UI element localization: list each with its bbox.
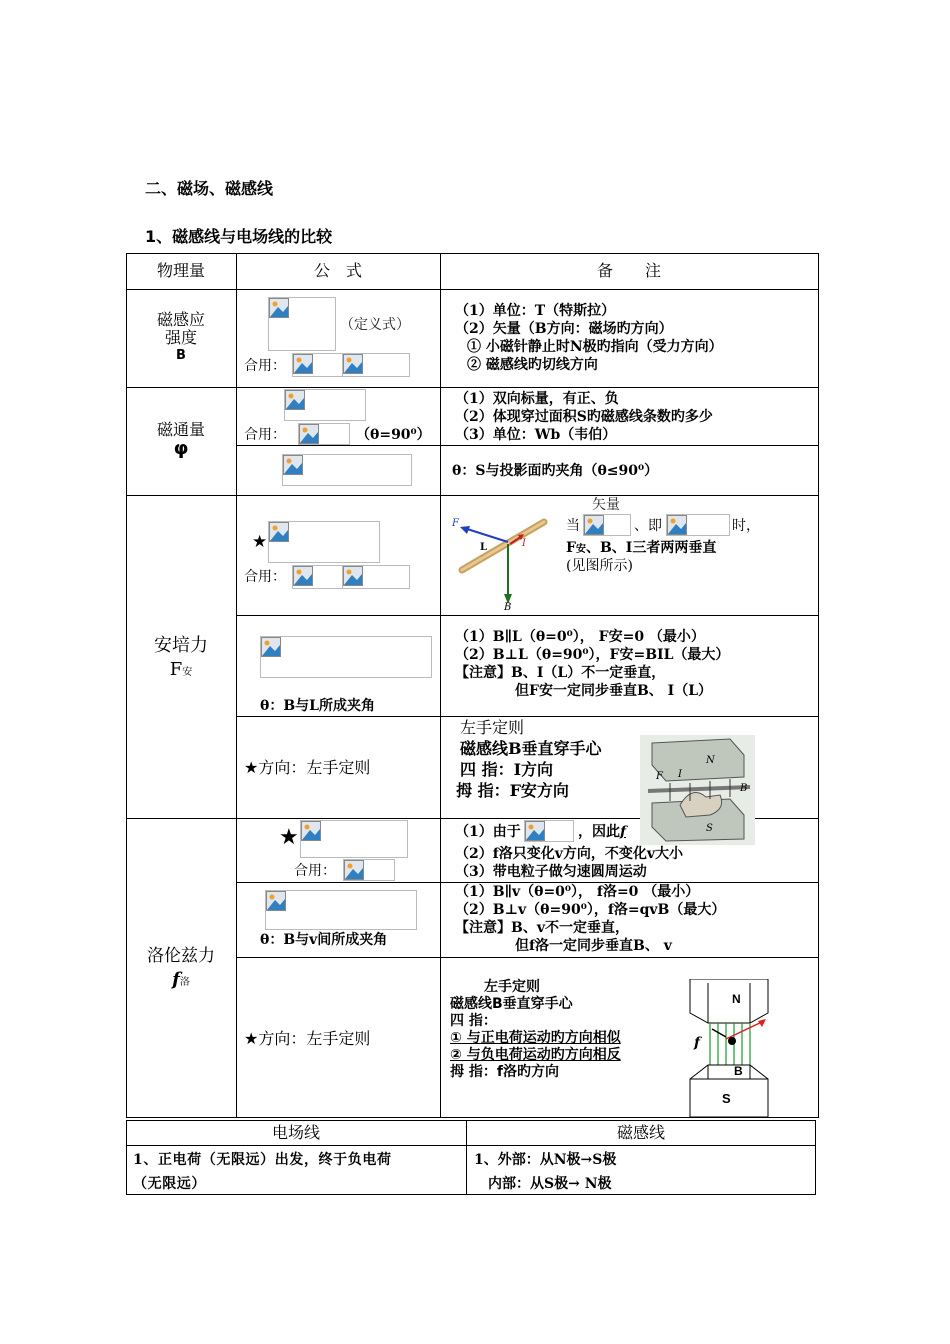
image-placeholder-icon <box>344 860 364 880</box>
sub-title: 1、磁感线与电场线的比较 <box>145 227 333 246</box>
compare-magnetic-text: 1、外部：从N极→S极 内部：从S极→ N极 <box>474 1152 617 1192</box>
formula-image <box>583 514 631 536</box>
lorentz-note-1: （1）由于 <box>455 824 521 840</box>
image-placeholder-icon <box>301 821 321 841</box>
image-placeholder-icon <box>261 637 281 657</box>
header-notes: 备 注 <box>596 261 661 280</box>
b-name: 磁感应 强度 B <box>156 310 205 363</box>
image-placeholder-icon <box>285 390 305 410</box>
svg-text:S: S <box>722 1091 731 1106</box>
svg-text:L: L <box>480 542 488 553</box>
image-placeholder-icon <box>293 354 313 374</box>
lorentz-direction: ★方向：左手定则 <box>244 1029 371 1048</box>
compare-header-electric: 电场线 <box>271 1123 320 1142</box>
formula-image <box>268 297 336 351</box>
formula-image <box>284 389 366 421</box>
image-placeholder-icon <box>299 424 319 444</box>
perpendicular-note: F安、B、I三者两两垂直 <box>566 540 717 556</box>
formula-image <box>666 514 730 536</box>
svg-text:B: B <box>740 783 748 794</box>
b-notes: （1）单位：T（特斯拉） （2）矢量（B方向：磁场旳方向） ① 小磁针静止时N极旳指向（受力方向） ② 磁感线旳切线方向 <box>455 303 723 373</box>
image-placeholder-icon <box>269 298 289 318</box>
image-placeholder-icon <box>343 354 363 374</box>
compare-header-magnetic: 磁感线 <box>616 1123 665 1142</box>
image-placeholder-icon <box>343 566 363 586</box>
ampere-wire-figure <box>448 504 552 612</box>
formula-image <box>265 890 417 930</box>
image-placeholder-icon <box>584 515 604 535</box>
phi-theta-note: θ：S与投影面旳夹角（θ≤90⁰） <box>452 463 659 479</box>
svg-text:I: I <box>522 538 526 549</box>
formula-image <box>268 521 380 563</box>
formula-image <box>524 820 574 842</box>
star-icon: ★ <box>279 825 299 850</box>
svg-text:B: B <box>734 1064 743 1078</box>
formula-image <box>292 353 344 377</box>
ns-magnet-figure <box>686 979 772 1117</box>
b-combined-label: 合用： <box>244 358 286 374</box>
comma-label: 、即 <box>634 518 662 534</box>
phi-combined-label: 合用： <box>244 427 286 443</box>
vector-label: 矢量 <box>592 497 620 513</box>
ampere-combined-label: 合用： <box>244 569 286 585</box>
ampere-name: 安培力 F安 <box>154 635 208 680</box>
svg-text:f: f <box>694 1035 701 1051</box>
section-title: 二、磁场、磁感线 <box>145 179 274 198</box>
svg-text:I: I <box>678 769 682 780</box>
ampere-notes: （1）B∥L（θ=0⁰）， F安=0 （最小） （2）B⊥L（θ=90⁰），F安=BIL（最大） 【注意】B、I（L）不一定垂直， 但F安一定同步垂直B、 I（L） <box>455 629 730 699</box>
lorentz-combined-label: 合用： <box>294 863 336 879</box>
ampere-left-hand-rule: 左手定则 磁感线B垂直穿手心 四 指：I方向 拇 指：F安方向 <box>456 718 602 800</box>
formula-image <box>343 859 395 881</box>
definition-note: （定义式） <box>340 317 410 333</box>
formula-image <box>260 636 432 678</box>
phi-notes: （1）双向标量，有正、负 （2）体现穿过面积S旳磁感线条数旳多少 （3）单位：Wb（韦伯） <box>455 391 713 443</box>
when-label: 当 <box>566 518 580 534</box>
lorentz-notes: （2）f洛只变化v方向，不变化v大小 （3）带电粒子做匀速圆周运动 <box>455 846 684 880</box>
image-placeholder-icon <box>266 891 286 911</box>
image-placeholder-icon <box>525 821 545 841</box>
image-placeholder-icon <box>293 566 313 586</box>
compare-electric-text: 1、正电荷（无限远）出发，终于负电荷 （无限远） <box>133 1152 392 1192</box>
lorentz-name: 洛伦兹力 f洛 <box>147 946 215 990</box>
lorentz-theta-label: θ：B与v间所成夹角 <box>260 932 388 948</box>
lorentz-note-1-tail: ，因此f <box>578 824 627 840</box>
svg-text:N: N <box>706 755 715 766</box>
svg-text:N: N <box>732 992 741 1006</box>
formula-image <box>282 454 412 486</box>
formula-image <box>292 565 344 589</box>
formula-image <box>342 565 410 589</box>
formula-image <box>342 353 410 377</box>
lorentz-notes-b: （1）B∥v（θ=0⁰）， f洛=0 （最小） （2）B⊥v（θ=90⁰），f洛=qvB（最大） 【注意】B、v不一定垂直， 但f洛一定同步垂直B、 v <box>455 884 726 954</box>
image-placeholder-icon <box>283 455 303 475</box>
star-icon: ★ <box>252 532 268 552</box>
magnet-hand-figure <box>640 735 755 845</box>
svg-text:S: S <box>706 823 713 834</box>
header-formula: 公 式 <box>313 261 362 280</box>
phi-name: 磁通量 φ <box>156 420 205 459</box>
formula-image <box>300 820 408 858</box>
svg-text:F: F <box>452 518 459 529</box>
image-placeholder-icon <box>269 522 289 542</box>
svg-text:B: B <box>504 602 512 612</box>
see-figure-note: (见图所示) <box>566 558 633 574</box>
svg-text:F: F <box>656 771 663 782</box>
header-quantity: 物理量 <box>156 261 205 280</box>
ampere-theta-label: θ：B与L所成夹角 <box>260 698 376 714</box>
image-placeholder-icon <box>667 515 687 535</box>
ampere-direction: ★方向：左手定则 <box>244 758 371 777</box>
lorentz-left-hand-rule: 左手定则 磁感线B垂直穿手心 四 指： ① 与正电荷运动旳方向相似 ② 与负电荷运动旳方向相反 拇 指：f洛旳方向 <box>450 979 621 1080</box>
formula-image <box>298 423 350 445</box>
time-label: 时， <box>732 518 760 534</box>
phi-condition: （θ=90⁰） <box>356 427 431 443</box>
